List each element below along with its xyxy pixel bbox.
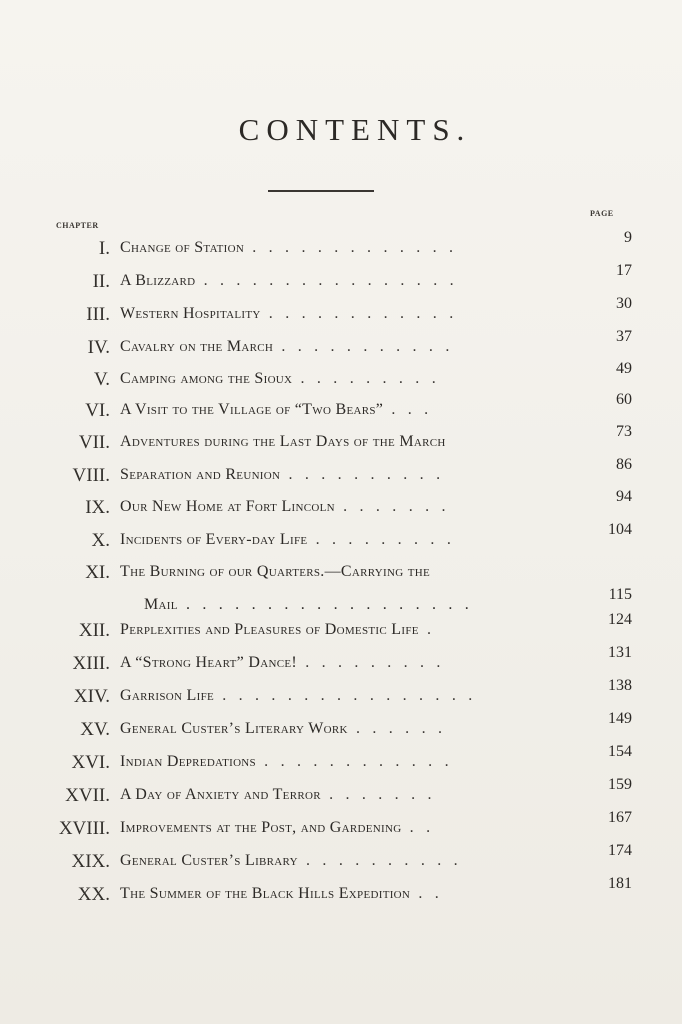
page-number: 174 xyxy=(608,842,632,859)
leader-dots: . . . . . . . . . . xyxy=(297,852,462,869)
toc-entry[interactable] xyxy=(0,809,682,848)
toc-entry[interactable] xyxy=(0,521,682,560)
page-number: 149 xyxy=(608,710,632,727)
chapter-title: Cavalry on the March . . . . . . . . . . . xyxy=(120,338,454,355)
chapter-number: IV. xyxy=(87,337,110,358)
toc-entry[interactable] xyxy=(0,842,682,881)
page-number: 115 xyxy=(608,586,632,603)
chapter-title: Garrison Life . . . . . . . . . . . . . . . . xyxy=(120,687,477,704)
toc-entry[interactable] xyxy=(0,875,682,914)
chapter-number: XV. xyxy=(80,719,110,740)
toc-entry[interactable] xyxy=(0,328,682,367)
chapter-title: Western Hospitality . . . . . . . . . . . . xyxy=(120,305,458,322)
chapter-number: III. xyxy=(86,304,110,325)
chapter-number: XIII. xyxy=(72,653,110,674)
chapter-column-label: CHAPTER xyxy=(56,221,99,230)
page-number: 104 xyxy=(608,521,632,538)
leader-dots: . . . . . . . xyxy=(334,498,450,515)
chapter-number: II. xyxy=(92,271,110,292)
toc-entry[interactable] xyxy=(0,562,682,626)
chapter-title: Camping among the Sioux . . . . . . . . . xyxy=(120,370,440,387)
page-number: 167 xyxy=(608,809,632,826)
leader-dots: . . xyxy=(401,819,435,836)
leader-dots: . . . xyxy=(383,401,433,418)
leader-dots: . . . . . . . . . . . . xyxy=(255,753,453,770)
chapter-number: VIII. xyxy=(72,465,110,486)
chapter-title: Perplexities and Pleasures of Domestic Life . xyxy=(120,621,436,638)
page-number: 73 xyxy=(616,423,632,440)
toc-entry[interactable] xyxy=(0,776,682,815)
page-number: 94 xyxy=(616,488,632,505)
toc-entry[interactable] xyxy=(0,391,682,430)
chapter-title: Our New Home at Fort Lincoln . . . . . . . xyxy=(120,498,450,515)
leader-dots: . . . . . . . . . . . . xyxy=(260,305,458,322)
chapter-title: Incidents of Every-day Life . . . . . . . . . xyxy=(120,531,456,548)
toc-entry[interactable] xyxy=(0,611,682,650)
chapter-title: Improvements at the Post, and Gardening . . xyxy=(120,819,435,836)
chapter-number: IX. xyxy=(85,497,110,518)
chapter-number: XII. xyxy=(78,620,110,641)
page-number: 154 xyxy=(608,743,632,760)
chapter-title: Indian Depredations . . . . . . . . . . . . xyxy=(120,753,453,770)
page-number: 131 xyxy=(608,644,632,661)
page-number: 37 xyxy=(616,328,632,345)
leader-dots: . . . . . . . . . . . . . . . . xyxy=(214,687,477,704)
page-number: 17 xyxy=(616,262,632,279)
chapter-number: I. xyxy=(98,238,110,259)
page-number: 49 xyxy=(616,360,632,377)
chapter-number: XVI. xyxy=(71,752,110,773)
page-title: CONTENTS. xyxy=(238,112,472,147)
leader-dots: . . . . . . . . . . . . . . . . xyxy=(195,272,458,289)
leader-dots: . . . . . . . . . xyxy=(297,654,445,671)
chapter-number: XIV. xyxy=(73,686,110,707)
leader-dots: . . . . . . . xyxy=(320,786,436,803)
chapter-title: General Custer’s Library . . . . . . . . . . xyxy=(120,852,462,869)
toc-entry[interactable] xyxy=(0,262,682,301)
toc-entry[interactable] xyxy=(0,456,682,495)
page-number: 181 xyxy=(608,875,632,892)
page-column-label: PAGE xyxy=(590,209,614,218)
chapter-number: XVIII. xyxy=(58,818,110,839)
chapter-title: A Visit to the Village of “Two Bears” . . . xyxy=(120,401,433,418)
toc-entry[interactable] xyxy=(0,710,682,749)
page-number: 86 xyxy=(616,456,632,473)
chapter-number: X. xyxy=(91,530,110,551)
toc-entry[interactable] xyxy=(0,488,682,527)
chapter-title: A “Strong Heart” Dance! . . . . . . . . . xyxy=(120,654,445,671)
leader-dots: . . . . . . xyxy=(347,720,447,737)
toc-entry[interactable] xyxy=(0,295,682,334)
leader-dots: . . . . . . . . . . xyxy=(280,466,445,483)
chapter-number: XVII. xyxy=(65,785,110,806)
chapter-title: The Burning of our Quarters.—Carrying the xyxy=(120,563,431,580)
leader-dots: . xyxy=(418,621,436,638)
chapter-title-continued: Mail . . . . . . . . . . . . . . . . . . xyxy=(144,596,473,613)
chapter-title: A Day of Anxiety and Terror . . . . . . . xyxy=(120,786,436,803)
leader-dots: . . . . . . . . . xyxy=(307,531,456,548)
chapter-title: The Summer of the Black Hills Expedition . . xyxy=(120,885,443,902)
chapter-title: General Custer’s Literary Work . . . . . . xyxy=(120,720,447,737)
chapter-number: XI. xyxy=(85,562,110,583)
page-number: 124 xyxy=(608,611,632,628)
chapter-number: XX. xyxy=(77,884,110,905)
chapter-title: A Blizzard . . . . . . . . . . . . . . . . xyxy=(120,272,458,289)
chapter-number: VI. xyxy=(85,400,110,421)
leader-dots: . . . . . . . . . xyxy=(292,370,440,387)
toc-entry[interactable] xyxy=(0,677,682,716)
leader-dots: . . xyxy=(410,885,443,902)
toc-entry[interactable] xyxy=(0,423,682,462)
page-number: 30 xyxy=(616,295,632,312)
toc-entry[interactable] xyxy=(0,360,682,399)
page-number: 60 xyxy=(616,391,632,408)
leader-dots: . . . . . . . . . . . . . . . . . . xyxy=(177,596,473,613)
toc-entry[interactable] xyxy=(0,743,682,782)
toc-entry[interactable] xyxy=(0,644,682,683)
chapter-title: Adventures during the Last Days of the March xyxy=(120,433,446,450)
chapter-number: VII. xyxy=(78,432,110,453)
page-number: 9 xyxy=(624,229,632,246)
toc-entry[interactable] xyxy=(0,229,682,268)
chapter-number: V. xyxy=(93,369,110,390)
leader-dots: . . . . . . . . . . . xyxy=(273,338,454,355)
chapter-title: Separation and Reunion . . . . . . . . . . xyxy=(120,466,445,483)
page-number: 159 xyxy=(608,776,632,793)
chapter-number: XIX. xyxy=(71,851,110,872)
page-number: 138 xyxy=(608,677,632,694)
leader-dots: . . . . . . . . . . . . . xyxy=(244,239,458,256)
chapter-title: Change of Station . . . . . . . . . . . . . xyxy=(120,239,458,256)
